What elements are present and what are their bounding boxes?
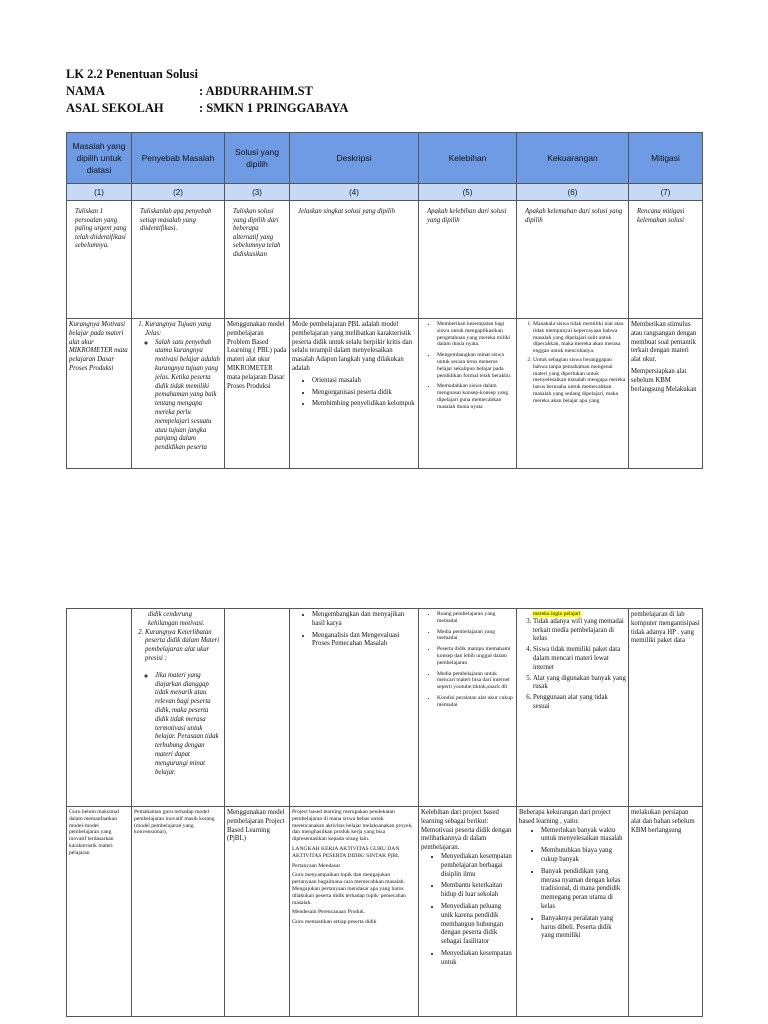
nama-value: : ABDURRAHIM.ST bbox=[199, 84, 313, 98]
mitigasi-text: Memberikan stimulus atau rangsangan dengan membuat soal pemantik terkait dengan materi alat ukur. bbox=[631, 321, 697, 364]
nama-label: NAMA bbox=[66, 84, 105, 98]
column-number: (4) bbox=[290, 184, 419, 201]
column-header: Kekuarangan bbox=[517, 133, 629, 184]
table-row bbox=[67, 807, 703, 1017]
list-item: • Menyediakan peluang unik karena pendidik membangun hubungan dengan peserta didik sebagai fasilitator bbox=[441, 903, 514, 947]
list-item: • Media pembelajaran untuk mencari materi bisa dari internet seperti youtube,tiktok,snack dll bbox=[437, 671, 514, 691]
list-item: ◦ Jika materi yang diajarkan dianggap tidak menarik atau relevan bagi peserta didik, maka peserta didik tidak merasa termotivasi untuk belajar. Perasaan tidak terhubung dengan materi dapat mengurangi minat belajar. bbox=[155, 672, 222, 778]
kekurangan-list bbox=[519, 618, 626, 712]
list-item: • Membantu keterkaitan hidup di luar sekolah bbox=[441, 882, 514, 900]
nama-row bbox=[66, 83, 313, 100]
deskripsi-cell bbox=[290, 807, 419, 1017]
deskripsi-paragraph: Guru menyampaikan topik dan mengajukan pertanyaan bagaimana cara memecahkan masalah. Mengajukan pertanyaan mendasar apa yang harus dilakukan peserta didik terhadap topik/ pemecahan masalah. bbox=[292, 872, 406, 906]
guide-cell: Apakah kelebihan dari solusi yang dipilih bbox=[419, 201, 517, 319]
deskripsi-paragraph: Guru memastikan setiap peserta didik bbox=[292, 919, 377, 926]
masalah-cell bbox=[67, 609, 132, 807]
guide-cell: Tuliskanlah apa penyebab setiap masalah yang diidentifikasi. bbox=[132, 201, 225, 319]
table-header-row bbox=[67, 133, 703, 184]
list-item: • Banyak pendidikan yang merasa nyaman dengan kelas tradisional, di mana pendidik memegang peran utama di kelas bbox=[541, 868, 626, 912]
list-item: • Orientasi masalah bbox=[312, 377, 416, 386]
kekurangan-continuation bbox=[519, 611, 626, 618]
list-item: 3. Tidak adanya wifi yang memadai terkait media pembelajaran di kelas bbox=[533, 618, 626, 644]
deskripsi-bullets bbox=[292, 611, 416, 649]
column-number: (7) bbox=[629, 184, 703, 201]
penyebab-cell bbox=[132, 609, 225, 807]
column-header: Mitigasi bbox=[629, 133, 703, 184]
sekolah-value: : SMKN 1 PRINGGABAYA bbox=[199, 101, 349, 115]
guide-cell: Jelaskan singkat solusi yang dipilih bbox=[290, 201, 419, 319]
penyebab-item: Kurangnya Keterlibatan peserta didik dalam Materi pembelajaran alat ukur presisi : bbox=[145, 628, 220, 662]
kelebihan-bullets bbox=[421, 611, 514, 709]
list-item: • Memberikan kesempatan bagi siswa untuk mengaplikasikan pengetahuan yang mereka miliki dalam dunia nyata. bbox=[437, 321, 514, 348]
mitigasi-cell bbox=[629, 319, 703, 469]
list-item: • Memerlukan banyak waktu untuk menyelesaikan masalah bbox=[541, 827, 626, 845]
guide-cell: Apakah kelemahan dari solusi yang dipilih bbox=[517, 201, 629, 319]
list-item: 1. Manakala siswa tidak memiliki niat atau tidak mempunyai kepercayaan bahwa masalah yang dipelajari sulit untuk dipecahkan, maka mereka akan merasa enggan untuk mencobanya. bbox=[533, 321, 626, 355]
column-number: (2) bbox=[132, 184, 225, 201]
deskripsi-paragraph: Mendesain Perencanaan Produk. bbox=[292, 909, 366, 916]
kelebihan-bullets bbox=[421, 853, 514, 968]
guide-cell: Tuliskan solusi yang dipilih dari beberapa alternatif yang sebelumnya telah didiskusikan bbox=[225, 201, 290, 319]
guide-cell: Tuliskan 1 persoalan yang paling urgent yang telah diidentifikasi sebelumnya. bbox=[67, 201, 132, 319]
list-item: 5. Alat yang digunakan banyak yang rusak bbox=[533, 675, 626, 693]
masalah-cell: Guru belum maksimal dalam memanfaatkan model-model pembelajaran yang inovatif terdasarkan karakteristik materi pelajaran bbox=[67, 807, 132, 1017]
column-number: (5) bbox=[419, 184, 517, 201]
column-header: Solusi yang dipilih bbox=[225, 133, 290, 184]
kekurangan-cell bbox=[517, 807, 629, 1017]
column-header: Masalah yang dipilih untuk diatasi bbox=[67, 133, 132, 184]
penyebab-cell: Pemahaman guru terhadap model pembelajaran inovatif masih kurang (model pembelajaran yang konvensional), bbox=[132, 807, 225, 1017]
column-header: Deskripsi bbox=[290, 133, 419, 184]
column-header: Penyebab Masalah bbox=[132, 133, 225, 184]
list-item: 4. Siswa tidak memiliki paket data dalam mencari materi lewat internet bbox=[533, 646, 626, 672]
highlighted-text: mereka ingin pelajari bbox=[533, 611, 581, 617]
deskripsi-text: Mode pembelajaran PBL adalah model pembelajaran yang melibatkan karakteristik peserta didik untuk selalu berpikir kritis dan selalu terampil dalam menyelesaikan masalah Adapun langkah yang dilakukan adalah bbox=[292, 321, 413, 372]
mitigasi-cell: melakukan persiapan alat dan bahan sebelum KBM berlangsung bbox=[629, 807, 703, 1017]
penyebab-continuation: didik cenderung kehilangan motivasi. bbox=[148, 611, 205, 627]
list-item: • Membutuhkan biaya yang cukup banyak bbox=[541, 847, 626, 865]
kelebihan-cell bbox=[419, 609, 517, 807]
list-item: • Mengembangkan minat siswa untuk secara terus menerus belajar sekalipun belajar pada pendidikan formal telah berakhir. bbox=[437, 352, 514, 379]
table-row bbox=[67, 609, 703, 807]
list-item: • Menyediakan kesempatan pembelajaran berbagai disiplin ilmu bbox=[441, 853, 514, 879]
worksheet-title: LK 2.2 Penentuan Solusi bbox=[66, 67, 198, 81]
column-header: Kelebihan bbox=[419, 133, 517, 184]
kekurangan-cell bbox=[517, 319, 629, 469]
deskripsi-heading: LANGKAH KERJA AKTIVITAS GURU DAN AKTIVITAS PESERTA DIDIK/ SINTAK PjBL bbox=[292, 845, 400, 859]
kekurangan-list bbox=[519, 321, 626, 405]
deskripsi-bullets bbox=[292, 377, 416, 409]
list-item: • Banyaknya peralatan yang harus dibeli. Peserta didik yang memiliki bbox=[541, 915, 626, 941]
list-item: • Membimbing penyelidikan kelompok bbox=[312, 400, 416, 409]
column-number-row bbox=[67, 184, 703, 201]
column-number: (6) bbox=[517, 184, 629, 201]
list-item: 6. Penggunaan alat yang tidak sesuai bbox=[533, 694, 626, 712]
list-item: • Mengembangkan dan menyajikan hasil karya bbox=[312, 611, 416, 629]
solusi-cell: Menggunakan model pembelajaran Problem Based Learning ( PBL) pada materi alat ukur MIKROMETER mata pelajaran Dasar Proses Produksi bbox=[225, 319, 290, 469]
list-item: • Media pembelajaran yang memadai bbox=[437, 629, 514, 643]
sekolah-label: ASAL SEKOLAH bbox=[66, 101, 164, 115]
guide-row bbox=[67, 201, 703, 319]
list-item bbox=[145, 629, 222, 778]
list-item: • Menganalisis dan Mengevaluasi Proses Pemecahan Masalah bbox=[312, 632, 416, 650]
sekolah-row bbox=[66, 100, 348, 117]
penyebab-list bbox=[134, 321, 222, 453]
deskripsi-cell bbox=[290, 609, 419, 807]
solusi-cell bbox=[225, 609, 290, 807]
mitigasi-cell: pembelajaran di lab komputer mengantisipasi tidak adanya HP . yang memiliki paket data bbox=[629, 609, 703, 807]
kelebihan-cell bbox=[419, 807, 517, 1017]
solution-table-page2 bbox=[66, 608, 703, 1017]
penyebab-bullets bbox=[145, 339, 222, 453]
kekurangan-bullets bbox=[519, 827, 626, 942]
list-item: 2. Untuk sebagian siswa beranggapan bahwa tanpa pemahaman mengenai materi yang diperlukan untuk menyelesaikan masalah mengapa mereka harus berusaha untuk memecahkan masalah yang sedang dipelajari, maka mereka akan belajar apa yang bbox=[533, 357, 626, 405]
list-item bbox=[145, 321, 222, 453]
list-item: • Peserta didik mampu memahami konsep dan lebih unggul dalam pembelajaran bbox=[437, 646, 514, 666]
penyebab-intro: Kurangnya Tujuan yang Jelas: bbox=[145, 321, 212, 337]
deskripsi-cell bbox=[290, 319, 419, 469]
kelebihan-cell bbox=[419, 319, 517, 469]
kelebihan-bullets bbox=[421, 321, 514, 411]
list-item: • Ruang pembelajaran yang memadai bbox=[437, 611, 514, 625]
masalah-cell: Kurangnya Motivasi belajar pada materi alat ukur MIKROMETER mata pelajaran Dasar Proses Produksi bbox=[67, 319, 132, 469]
column-number: (3) bbox=[225, 184, 290, 201]
table-row bbox=[67, 319, 703, 469]
solution-table-page1 bbox=[66, 132, 703, 469]
list-item: ◦ Salah satu penyebab utama kurangnya motivasi belajar adalah kurangnya tujuan yang jelas. Ketika peserta didik tidak memiliki pemahaman yang baik tentang mengapa mereka perlu mempelajari sesuatu atau tujuan jangka panjang dalam pendidikan peserta bbox=[155, 339, 222, 453]
kelebihan-intro: Kelebihan dari project based learning sebagai berikut: Memotivasi peserta didik dengan melibatkannya di dalam pembelajaran. bbox=[421, 809, 512, 852]
mitigasi-text-2: Mempersiapkan alat sebelum KBM berlangsung Melakukan bbox=[631, 367, 697, 393]
guide-cell: Rencana mitigasi kelemahan solusi bbox=[629, 201, 703, 319]
penyebab-list bbox=[134, 629, 222, 778]
penyebab-bullets bbox=[145, 672, 222, 778]
list-item: • Menyediakan kesempatan untuk bbox=[441, 950, 514, 968]
deskripsi-paragraph: Pertanyaan Mendasar bbox=[292, 862, 341, 869]
solusi-cell: Menggunakan model pembelajaran Project Based Learning (PjBL) bbox=[225, 807, 290, 1017]
list-item: • Kondisi peralatan alat ukur cukup memadai bbox=[437, 695, 514, 709]
column-number: (1) bbox=[67, 184, 132, 201]
kekurangan-intro: Beberapa kekurangan dari project based learning , yaitu: bbox=[519, 809, 611, 825]
penyebab-cell bbox=[132, 319, 225, 469]
deskripsi-paragraph: Project based learning merupakan pendekatan pembelajaran di mana siswa bebas untuk merencanakan aktivitas belajar melaksanakan proyek, dan menghasilkan produk kerja yang bisa dipresentasikan kepada orang lain. bbox=[292, 809, 413, 843]
list-item: • Memudahkan siswa dalam menguasai konsep-konsep yang dipelajari guna memecahkan masalah dunia nyata bbox=[437, 383, 514, 410]
list-item: • Mengorganisasi peserta didik bbox=[312, 389, 416, 398]
kekurangan-cell bbox=[517, 609, 629, 807]
